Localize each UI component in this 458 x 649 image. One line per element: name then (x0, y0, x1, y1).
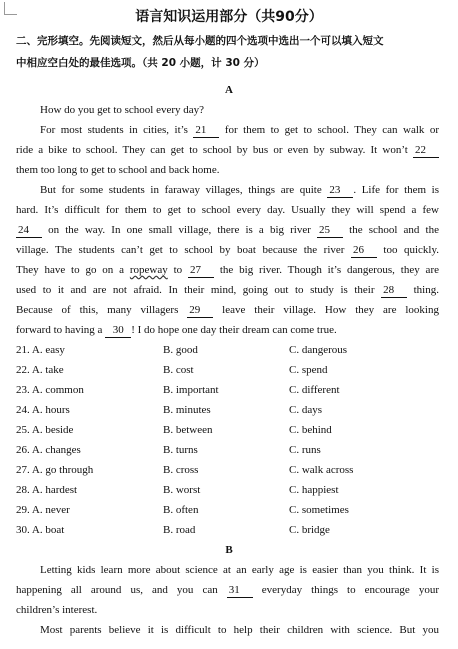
text-run: used to it and are not afraid. In their mind, going out to study is their (16, 284, 382, 296)
text-run: them too long to get to school and back home. (16, 164, 220, 176)
instruction-line: 二、完形填空。先阅读短文，然后从每小题的四个选项中选出一个可以填入短文 (16, 35, 384, 47)
text-run: everyday things to encourage your (252, 584, 439, 596)
text-run: thing. (407, 284, 439, 296)
option-row (16, 420, 439, 440)
option-c: C. behind (289, 424, 332, 436)
option-b: B. good (163, 344, 198, 356)
passage-line (16, 200, 439, 220)
section-instructions (16, 30, 444, 74)
option-row (16, 400, 439, 420)
text-run: They have to go on a (16, 264, 130, 276)
option-c: C. spend (289, 364, 328, 376)
blank-31: 31 (227, 584, 253, 598)
text-run: Most parents believe it is difficult to help their children with science. But you (40, 624, 439, 636)
section-a-label: A (225, 84, 233, 96)
passage-line (40, 100, 439, 120)
option-c: C. runs (289, 444, 321, 456)
text-run: forward to having a (16, 324, 106, 336)
passage-line (40, 620, 439, 640)
option-c: C. bridge (289, 524, 330, 536)
blank-28: 28 (381, 284, 407, 298)
blank-25: 25 (317, 224, 343, 238)
option-b: B. road (163, 524, 196, 536)
passage-line (16, 220, 439, 240)
passage-line (16, 160, 439, 180)
option-a: 22. A. take (16, 364, 64, 376)
passage-line (16, 280, 439, 300)
text-run: children’s interest. (16, 604, 98, 616)
option-b: B. between (163, 424, 213, 436)
option-a: 30. A. boat (16, 524, 65, 536)
option-a: 27. A. go through (16, 464, 94, 476)
text-run: Because of this, many villagers (16, 304, 188, 316)
blank-26: 26 (351, 244, 377, 258)
option-b: B. minutes (163, 404, 211, 416)
passage-line (16, 580, 439, 600)
option-a: 21. A. easy (16, 344, 65, 356)
option-row (16, 360, 439, 380)
option-c: C. happiest (289, 484, 339, 496)
text-run: Letting kids learn more about science at an early age is easier than you think. It is (40, 564, 439, 576)
option-b: B. often (163, 504, 199, 516)
section-b-label: B (225, 544, 233, 556)
text-run: too quickly. (376, 244, 439, 256)
option-a: 29. A. never (16, 504, 70, 516)
passage-line (16, 140, 439, 160)
instruction-line: 中相应空白处的最佳选项。（共 20 小题，计 30 分） (16, 57, 265, 69)
text-run: But for some students in faraway villages, things are quite (40, 184, 328, 196)
blank-27: 27 (188, 264, 214, 278)
option-a: 28. A. hardest (16, 484, 78, 496)
passage-line (16, 320, 439, 340)
text-run: ! I do hope one day their dream can come true. (131, 324, 337, 336)
option-row (16, 460, 439, 480)
passage-line (16, 600, 439, 620)
option-c: C. sometimes (289, 504, 349, 516)
passage-line (16, 240, 439, 260)
option-row (16, 500, 439, 520)
option-b: B. worst (163, 484, 201, 496)
option-a: 24. A. hours (16, 404, 70, 416)
text-run: How do you get to school every day? (40, 104, 205, 116)
option-row (16, 380, 439, 400)
passage-line (40, 560, 439, 580)
option-a: 25. A. beside (16, 424, 74, 436)
option-c: C. days (289, 404, 322, 416)
text-run: for them to get to school. They can walk or (219, 124, 439, 136)
option-row (16, 520, 439, 540)
blank-30: 30 (105, 324, 131, 338)
blank-21: 21 (193, 124, 219, 138)
text-run: For most students in cities, it’s (40, 124, 194, 136)
underlined-word: ropeway (129, 264, 168, 276)
option-c: C. different (289, 384, 340, 396)
text-run: the school and the (343, 224, 439, 236)
text-run: . Life for them is (353, 184, 440, 196)
option-a: 23. A. common (16, 384, 84, 396)
blank-22: 22 (413, 144, 439, 158)
text-run: the big river. Though it’s dangerous, they are (214, 264, 439, 276)
option-c: C. dangerous (289, 344, 348, 356)
option-b: B. cross (163, 464, 199, 476)
blank-24: 24 (16, 224, 42, 238)
page-title: 语言知识运用部分（共90分） (135, 9, 323, 25)
text-run: ride a bike to school. They can get to school by bus or even by subway. It won’t (16, 144, 413, 156)
text-run: on the way. In one small village, there is a big river (42, 224, 318, 236)
passage-line (16, 260, 439, 280)
passage-line (16, 300, 439, 320)
option-row (16, 440, 439, 460)
option-c: C. walk across (289, 464, 354, 476)
passage-line (40, 120, 439, 140)
blank-29: 29 (187, 304, 213, 318)
text-run: leave their village. How they are looking (213, 304, 439, 316)
text-run: to (167, 264, 189, 276)
option-b: B. cost (163, 364, 194, 376)
option-row (16, 340, 439, 360)
option-a: 26. A. changes (16, 444, 81, 456)
passage-line (40, 180, 439, 200)
blank-23: 23 (327, 184, 353, 198)
option-row (16, 480, 439, 500)
option-b: B. important (163, 384, 219, 396)
option-b: B. turns (163, 444, 198, 456)
text-run: village. The students can’t get to school by boat because the river (16, 244, 351, 256)
text-run: happening all around us, and you can (16, 584, 227, 596)
text-run: hard. It’s difficult for them to get to school every day. Usually they will spend a few (16, 204, 439, 216)
